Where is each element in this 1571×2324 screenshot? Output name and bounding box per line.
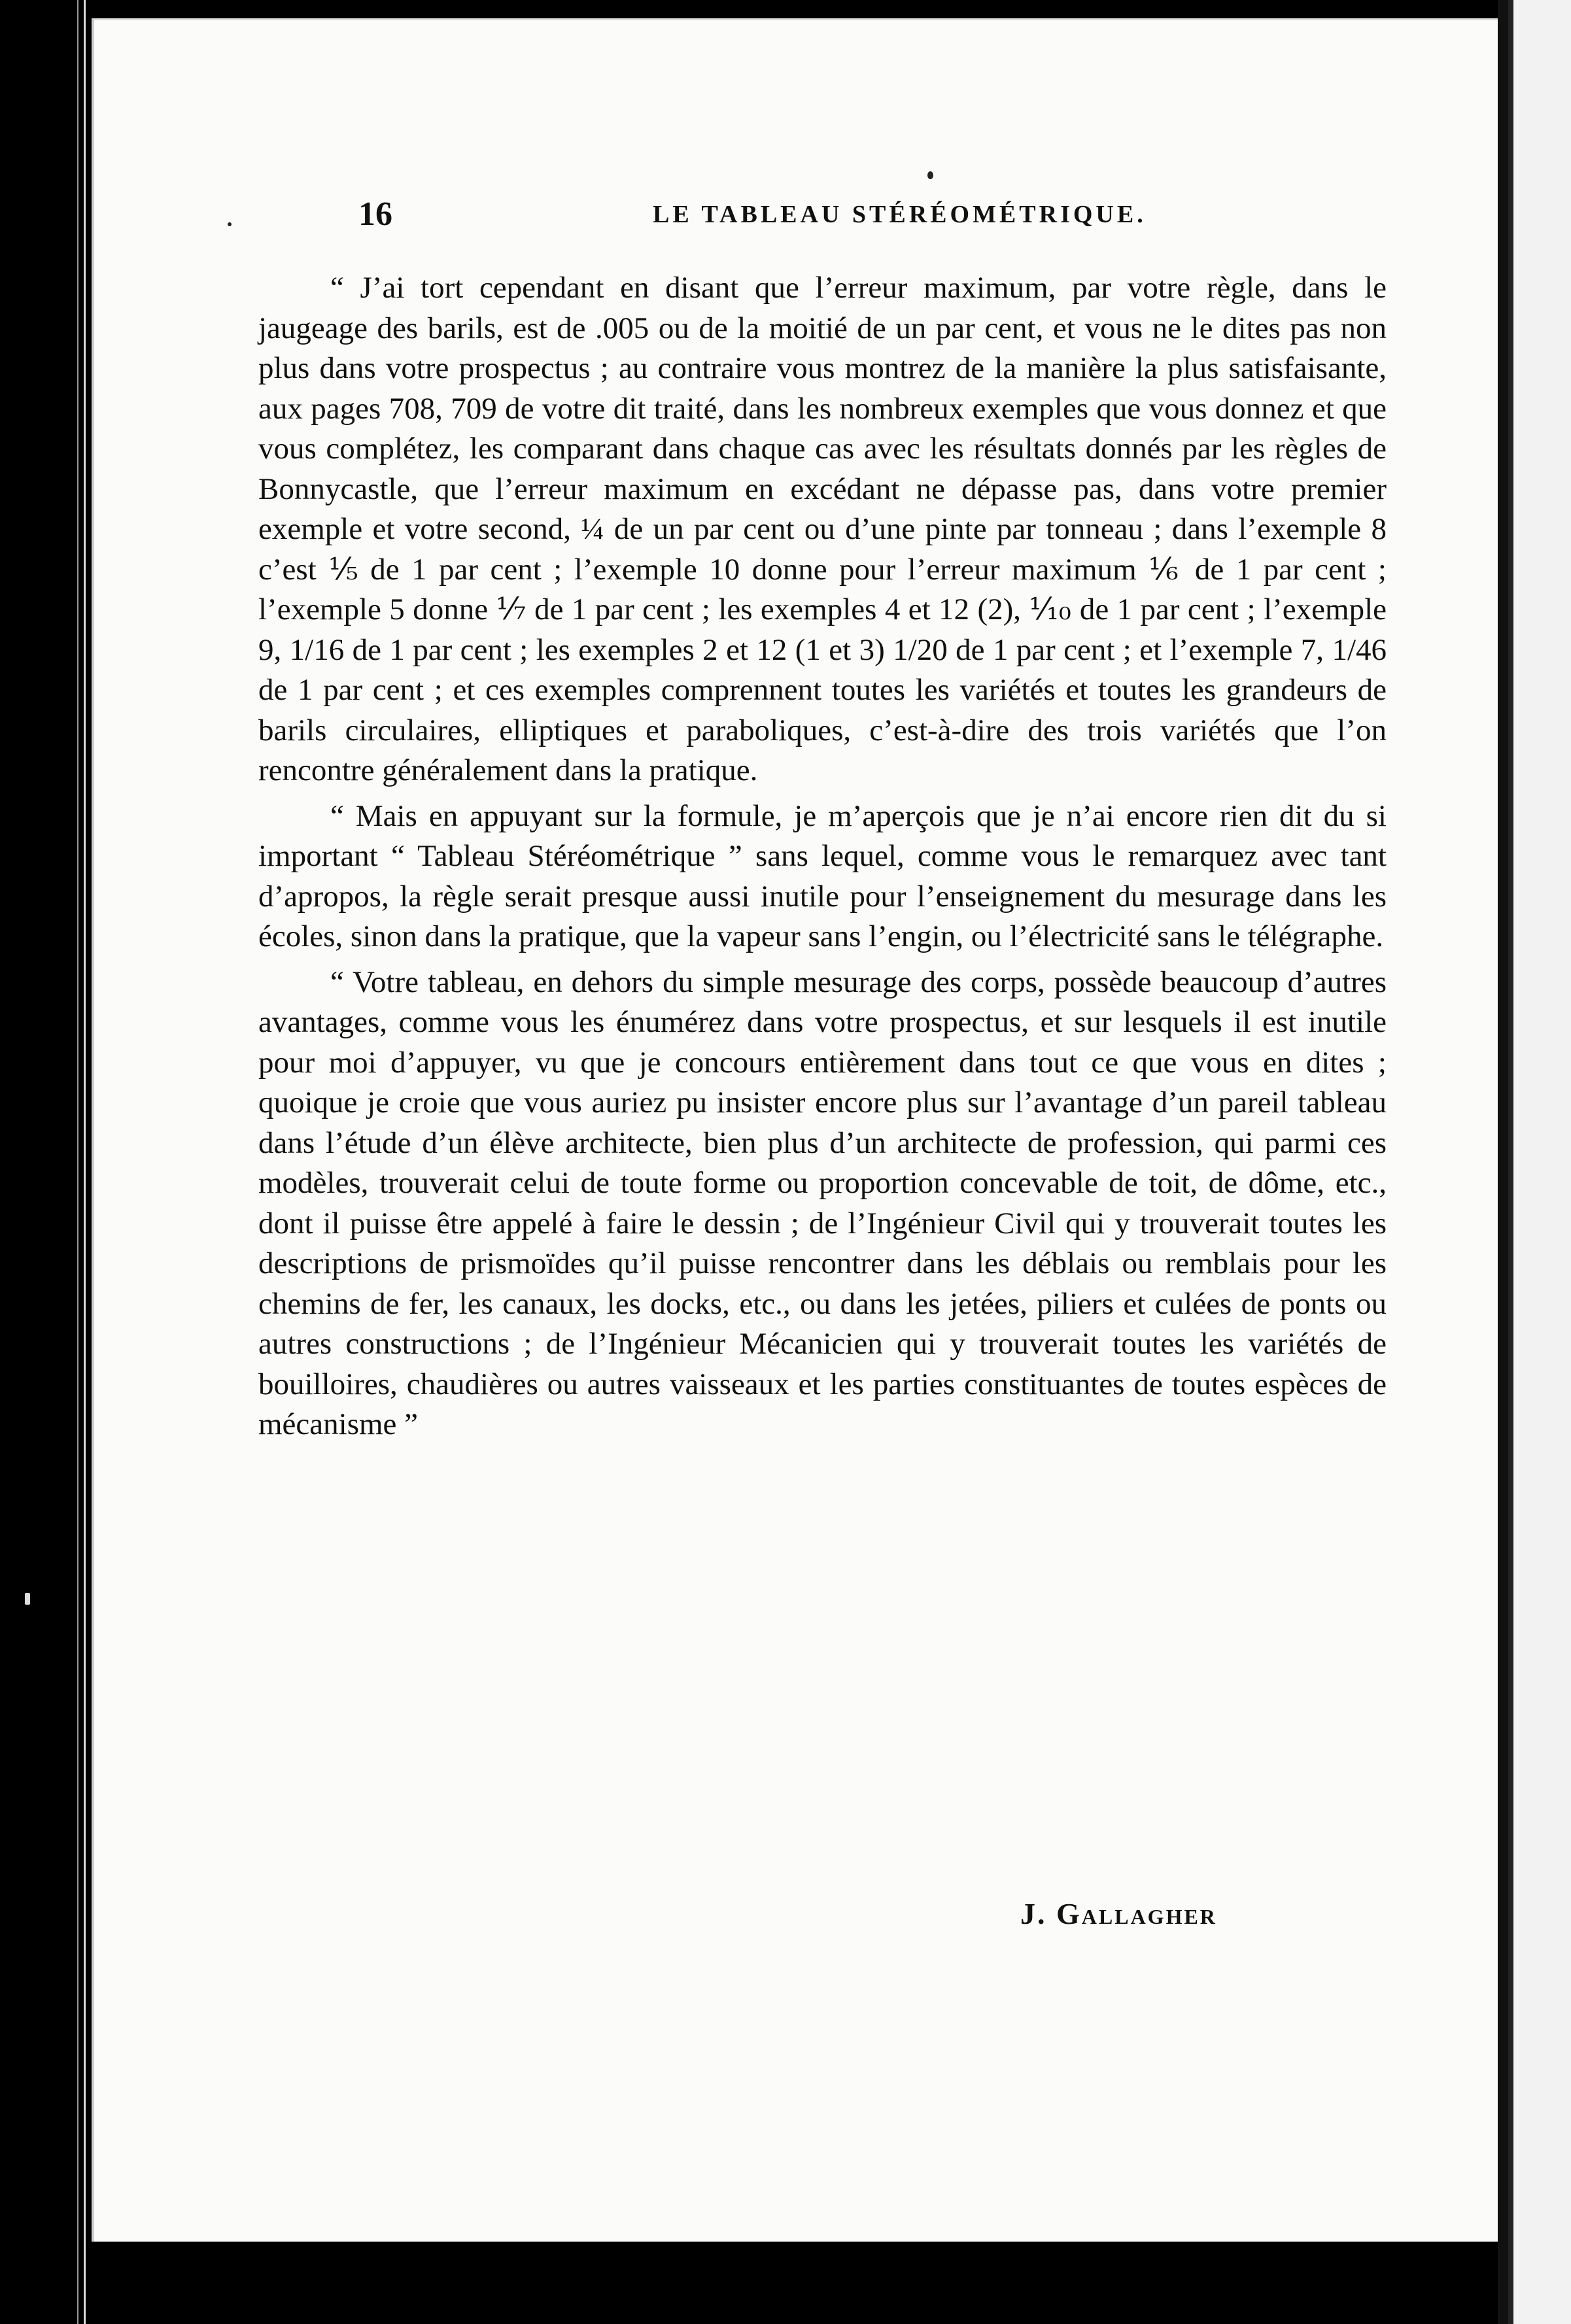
scan-speck xyxy=(927,171,933,179)
signature xyxy=(1020,1896,1217,1931)
running-title: LE TABLEAU STÉRÉOMÉTRIQUE. xyxy=(653,201,1147,228)
next-page-edge xyxy=(1508,0,1571,2324)
scan-speck xyxy=(25,1593,30,1605)
gutter-shadow xyxy=(1498,0,1508,2324)
body-text xyxy=(258,268,1387,1450)
page-edge-line xyxy=(84,0,86,2324)
paragraph: “ J’ai tort cependant en disant que l’erreur maximum, par votre règle, dans le jaugeage des barils, est de .005 ou de la moitié de un par cent, et vous ne le dites pas non plus dans votre prospectus ; au contraire vous montrez de la manière la plus satisfaisante, aux pages 708, 709 de votre dit traité, dans les nombreux exemples que vous donnez et que vous complétez, les comparant dans chaque cas avec les résultats donnés par les règles de Bonnycastle, que l’erreur maximum en excédant ne dépasse pas, dans votre premier exemple et votre second, ¼ de un par cent ou d’une pinte par tonneau ; dans l’exemple 8 c’est ⅕ de 1 par cent ; l’exemple 10 donne pour l’erreur maximum ⅙ de 1 par cent ; l’exemple 5 donne ⅐ de 1 par cent ; les exemples 4 et 12 (2), ⅒ de 1 par cent ; l’exemple 9, 1/16 de 1 par cent ; les exemples 2 et 12 (1 et 3) 1/20 de 1 par cent ; et l’exemple 7, 1/46 de 1 par cent ; et ces exemples comprennent toutes les variétés et toutes les grandeurs de barils circulaires, elliptiques et paraboliques, c’est-à-dire des trois variétés que l’on rencontre généralement dans la pratique. xyxy=(258,271,1387,787)
scan-speck xyxy=(228,222,232,226)
next-page-shadow xyxy=(1508,0,1513,2324)
signature-initial: J. xyxy=(1020,1897,1047,1930)
signature-name: Gallagher xyxy=(1056,1897,1217,1930)
paragraph: “ Mais en appuyant sur la formule, je m’aperçois que je n’ai encore rien dit du si important “ Tableau Stéréométrique ” sans lequel, comme vous le remarquez avec tant d’apropos, la règle serait presque aussi inutile pour l’enseignement du mesurage dans les écoles, sinon dans la pratique, que la vapeur sans l’engin, ou l’électricité sans le télégraphe. xyxy=(258,798,1387,953)
left-margin-strip xyxy=(0,0,85,2324)
paragraph: “ Votre tableau, en dehors du simple mesurage des corps, possède beaucoup d’autres avantages, comme vous les énumérez dans votre prospectus, et sur lesquels il est inutile pour moi d’appuyer, vu que je concours entièrement dans tout ce que vous en dites ; quoique je croie que vous auriez pu insister encore plus sur l’avantage d’un pareil tableau dans l’étude d’un élève architecte, bien plus d’un architecte de profession, qui parmi ces modèles, trouverait celui de toute forme ou proportion concevable de toit, de dôme, etc., dont il puisse être appelé à faire le dessin ; de l’Ingénieur Civil qui y trouverait toutes les descriptions de prismoïdes qu’il puisse rencontrer dans les déblais ou remblais pour les chemins de fer, les canaux, les docks, etc., ou dans les jetées, piliers et culées de ponts ou autres constructions ; de l’Ingénieur Mécanicien qui y trouverait toutes les variétés de bouilloires, chaudières ou autres vaisseaux et les parties constituantes de toutes espèces de mécanisme ” xyxy=(258,965,1387,1441)
page-header xyxy=(358,195,1387,234)
page-number: 16 xyxy=(358,196,392,233)
page-edge-line xyxy=(77,0,78,2324)
